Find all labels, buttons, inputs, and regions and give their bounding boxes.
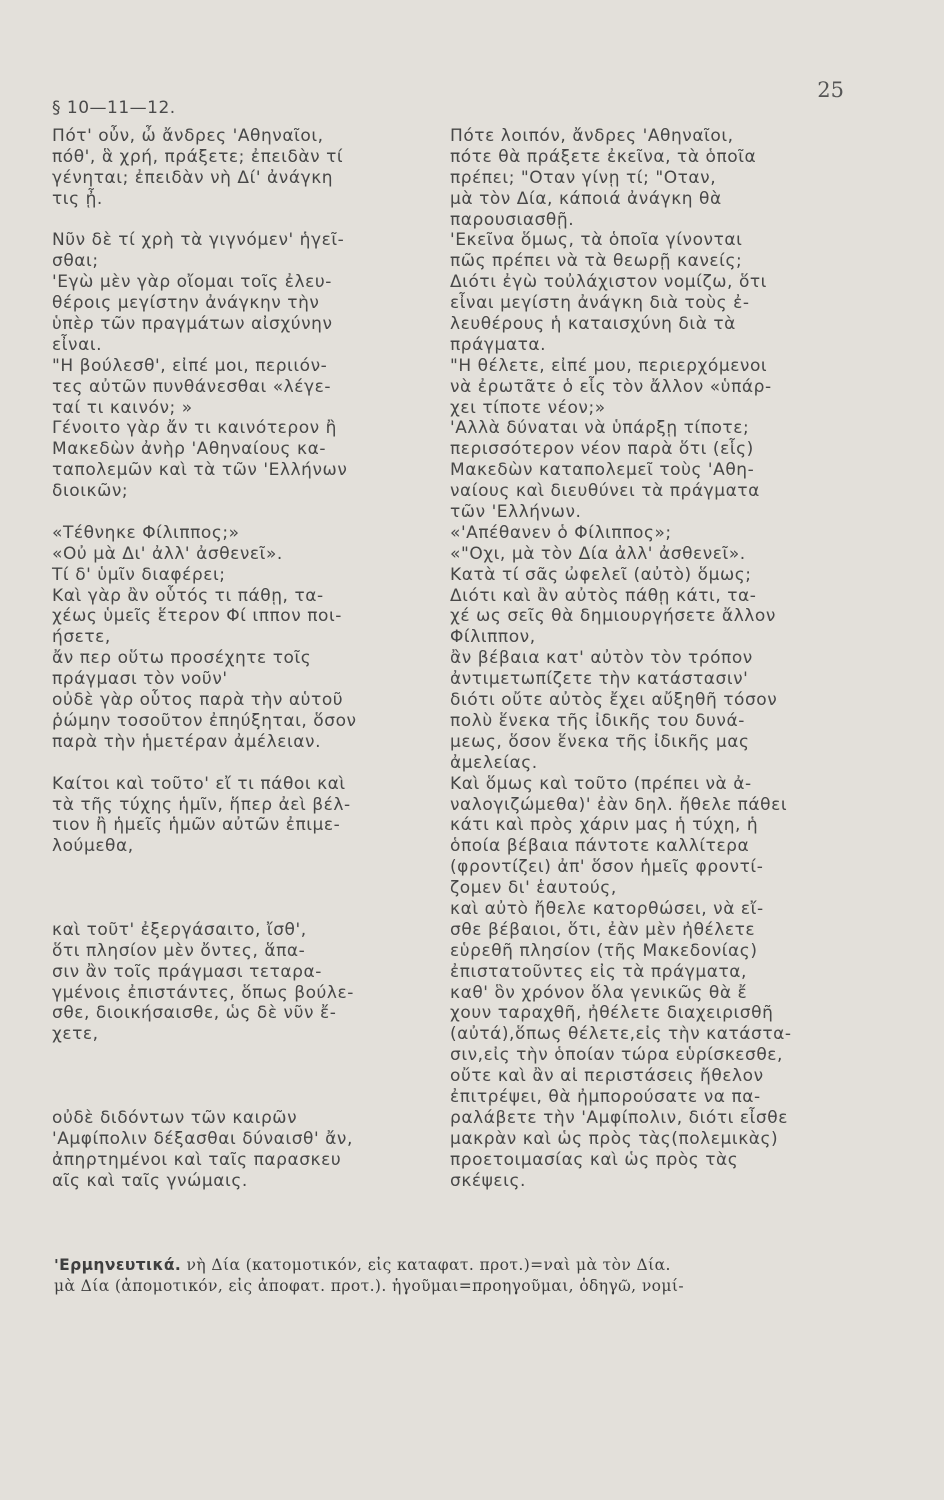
text-line: Νῦν δὲ τί χρὴ τὰ γιγνόμεν' ἡγεῖ- — [52, 230, 345, 251]
text-line: διοικῶν; — [52, 481, 129, 502]
text-line: λευθέρους ἡ καταισχύνη διὰ τὰ — [450, 314, 736, 335]
text-line: διότι οὔτε αὐτὸς ἔχει αὔξηθῆ τόσον — [450, 690, 778, 711]
text-line: νὰ ἐρωτᾶτε ὁ εἷς τὸν ἄλλον «ὑπάρ- — [450, 376, 772, 397]
text-line: 'Αλλὰ δύναται νὰ ὑπάρξῃ τίποτε; — [450, 418, 750, 439]
paragraph-5 — [52, 920, 447, 1045]
text-line: Μακεδὼν καταπολεμεῖ τοὺς 'Αθη- — [450, 460, 755, 481]
text-line: εἶναι μεγίστη ἀνάγκη διὰ τοὺς ἐ- — [450, 293, 750, 314]
text-line: ἄν περ οὕτω προσέχητε τοῖς — [52, 648, 312, 669]
text-line: ὑπὲρ τῶν πραγμάτων αἰσχύνην — [52, 314, 333, 335]
text-line: ἐπιτρέψει, θὰ ἠμπορούσατε να πα- — [450, 1086, 761, 1107]
text-line: ἀπηρτημένοι καὶ ταῖς παρασκευ — [52, 1149, 342, 1170]
text-line: σιν ἂν τοῖς πράγμασι τεταρα- — [52, 961, 322, 982]
text-line: 'Αμφίπολιν δέξασθαι δύναισθ' ἄν, — [52, 1128, 353, 1149]
notes-text-1: νὴ Δία (κατομοτικόν, εἰς καταφατ. προτ.)=ναὶ μὰ τὸν Δία. — [186, 1256, 671, 1274]
text-line: ταί τι καινόν; » — [52, 397, 193, 418]
paragraph-4 — [52, 774, 447, 858]
text-line: καὶ αὐτὸ ἤθελε κατορθώσει, νὰ εἴ- — [450, 898, 764, 919]
text-line: σθε, διοικήσαισθε, ὡς δὲ νῦν ἔ- — [52, 1003, 337, 1024]
text-line: «"Οχι, μὰ τὸν Δία ἀλλ' ἀσθενεῖ». — [450, 543, 746, 564]
text-line: Καίτοι καὶ τοῦτο' εἴ τι πάθοι καὶ — [52, 773, 346, 794]
text-line: τιον ἢ ἡμεῖς ἡμῶν αὐτῶν ἐπιμε- — [52, 815, 341, 836]
text-line: οὐδὲ διδόντων τῶν καιρῶν — [52, 1107, 298, 1128]
text-line: ὅτι πλησίον μὲν ὄντες, ἅπα- — [52, 940, 306, 961]
text-line: ἀμελείας. — [450, 752, 538, 773]
text-line: ὁποία βέβαια πάντοτε καλλίτερα — [450, 836, 750, 857]
text-line: Πότ' οὖν, ὦ ἄνδρες 'Αθηναῖοι, — [52, 126, 324, 146]
text-line: σθαι; — [52, 251, 99, 272]
text-line: εὑρεθῆ πλησίον (τῆς Μακεδονίας) — [450, 940, 758, 961]
text-line: εἶναι. — [52, 334, 103, 355]
text-line: ναίους καὶ διευθύνει τὰ πράγματα — [450, 481, 760, 502]
paragraph-2 — [52, 230, 447, 502]
text-line: (φροντίζει) ἀπ' ὅσον ἡμεῖς φροντί- — [450, 857, 764, 878]
text-line: σιν,εἰς τὴν ὁποίαν τώρα εὑρίσκεσθε, — [450, 1045, 783, 1066]
text-line: πόθ', ἃ χρή, πράξετε; ἐπειδὰν τί — [52, 146, 344, 167]
text-line: πῶς πρέπει νὰ τὰ θεωρῇ κανείς; — [450, 251, 743, 272]
text-line: ταπολεμῶν καὶ τὰ τῶν 'Ελλήνων — [52, 460, 348, 481]
text-line: θέροις μεγίστην ἀνάγκην τὴν — [52, 293, 320, 314]
text-line: ναλογιζώμεθα)' ἐὰν δηλ. ἤθελε πάθει — [450, 794, 788, 815]
text-line: (αὐτά),ὅπως θέλετε,εἰς τὴν κατάστα- — [450, 1024, 792, 1045]
text-line: χέ ως σεῖς θὰ δημιουργήσετε ἄλλον — [450, 606, 776, 627]
text-line: προετοιμασίας καὶ ὡς πρὸς τὰς — [450, 1149, 739, 1170]
translation-column — [450, 126, 860, 1191]
text-line: γμένοις ἐπιστάντες, ὅπως βούλε- — [52, 982, 354, 1003]
notes-heading: 'Ερμηνευτικά. — [54, 1256, 182, 1274]
text-line: λούμεθα, — [52, 836, 134, 857]
text-line: χουν ταραχθῆ, ἠθέλετε διαχειρισθῆ — [450, 1003, 774, 1024]
text-line: τῶν 'Ελλήνων. — [450, 502, 582, 523]
text-line: καὶ τοῦτ' ἐξεργάσαιτο, ἴσθ', — [52, 919, 307, 940]
text-line: Πότε λοιπόν, ἄνδρες 'Αθηναῖοι, — [450, 126, 734, 146]
text-line: γένηται; ἐπειδὰν νὴ Δί' ἀνάγκη — [52, 167, 334, 188]
text-line: παρὰ τὴν ἡμετέραν ἀμέλειαν. — [52, 731, 322, 752]
text-line: οὐδὲ γὰρ οὗτος παρὰ τὴν αὑτοῦ — [52, 690, 344, 711]
text-line: πράγματα. — [450, 334, 547, 355]
text-line: τις ᾖ. — [52, 188, 103, 209]
text-line: Διότι ἐγὼ τοὐλάχιστον νομίζω, ὅτι — [450, 272, 767, 293]
text-line: 'Εγὼ μὲν γὰρ οἴομαι τοῖς ἐλευ- — [52, 272, 332, 293]
text-line: ἐπιστατοῦντες εἰς τὰ πράγματα, — [450, 961, 747, 982]
text-line: σθε βέβαιοι, ὅτι, ἐὰν μὲν ἠθέλετε — [450, 919, 756, 940]
text-line: Καὶ γὰρ ἂν οὗτός τι πάθῃ, τα- — [52, 585, 324, 606]
text-line: ῥώμην τοσοῦτον ἐπηύξηται, ὅσον — [52, 710, 357, 731]
notes-text-2: μὰ Δία (ἀπομοτικόν, εἰς ἀποφατ. προτ.). ἡγοῦμαι=προηγοῦμαι, ὁδηγῶ, νομί- — [54, 1277, 684, 1295]
text-line: πολὺ ἕνεκα τῆς ἰδικῆς του δυνά- — [450, 710, 745, 731]
text-line: Τί δ' ὑμῖν διαφέρει; — [52, 564, 226, 585]
text-line: «Οὐ μὰ Δι' ἀλλ' ἀσθενεῖ». — [52, 543, 283, 564]
text-line: 'Εκεῖνα ὅμως, τὰ ὁποῖα γίνονται — [450, 230, 743, 251]
text-line: «Τέθνηκε Φίλιππος;» — [52, 522, 240, 543]
text-line: μεως, ὅσον ἕνεκα τῆς ἰδικῆς μας — [450, 731, 750, 752]
paragraph-1 — [52, 126, 447, 210]
text-line: «'Απέθανεν ὁ Φίλιππος»; — [450, 522, 672, 543]
text-line: πότε θὰ πράξετε ἐκεῖνα, τὰ ὁποῖα — [450, 146, 757, 167]
text-line: τες αὐτῶν πυνθάνεσθαι «λέγε- — [52, 376, 332, 397]
text-line: χέως ὑμεῖς ἕτερον Φί ιππον ποι- — [52, 606, 342, 627]
text-line: Γένοιτο γὰρ ἄν τι καινότερον ἢ — [52, 418, 337, 439]
text-line: οὔτε καὶ ἂν αἱ περιστάσεις ἤθελον — [450, 1066, 764, 1087]
paragraph-3 — [52, 523, 447, 753]
text-line: "Η βούλεσθ', εἰπέ μοι, περιιόν- — [52, 355, 328, 376]
text-line: Καὶ ὅμως καὶ τοῦτο (πρέπει νὰ ἀ- — [450, 773, 752, 794]
text-line: Φίλιππον, — [450, 627, 536, 648]
text-line: ζομεν δι' ἑαυτούς, — [450, 878, 617, 899]
text-line: τὰ τῆς τύχης ἡμῖν, ἥπερ ἀεὶ βέλ- — [52, 794, 351, 815]
text-line: ήσετε, — [52, 627, 111, 648]
text-line: πράγμασι τὸν νοῦν' — [52, 669, 228, 690]
ancient-text-column — [52, 126, 447, 1191]
text-line: "Η θέλετε, εἰπέ μου, περιερχόμενοι — [450, 355, 768, 376]
text-line: μακρὰν καὶ ὡς πρὸς τὰς(πολεμικὰς) — [450, 1128, 779, 1149]
text-line: περισσότερον νέον παρὰ ὅτι (εἷς) — [450, 439, 754, 460]
text-line: σκέψεις. — [450, 1170, 526, 1191]
text-line: μὰ τὸν Δία, κάποιά ἀνάγκη θὰ — [450, 188, 722, 209]
section-marker: § 10—11—12. — [52, 98, 176, 118]
text-line: κάτι καὶ πρὸς χάριν μας ἡ τύχη, ἡ — [450, 815, 759, 836]
notes-line-1 — [54, 1255, 854, 1276]
text-line: Διότι καὶ ἂν αὐτὸς πάθῃ κάτι, τα- — [450, 585, 757, 606]
page-number: 25 — [817, 78, 844, 102]
paragraph-6 — [52, 1108, 447, 1192]
text-line: ἀντιμετωπίζετε τὴν κατάστασιν' — [450, 669, 749, 690]
text-line: χετε, — [52, 1024, 99, 1045]
text-line: ἂν βέβαια κατ' αὐτὸν τὸν τρόπον — [450, 648, 753, 669]
text-line: καθ' ὃν χρόνον ὅλα γενικῶς θὰ ἔ — [450, 982, 748, 1003]
text-line: παρουσιασθῇ. — [450, 209, 575, 230]
text-line: αῖς καὶ ταῖς γνώμαις. — [52, 1170, 248, 1191]
text-line: χει τίποτε νέον;» — [450, 397, 606, 418]
interpretive-notes — [54, 1255, 854, 1297]
text-line: Μακεδὼν ἀνὴρ 'Αθηναίους κα- — [52, 439, 327, 460]
text-line: πρέπει; "Οταν γίνῃ τί; "Οταν, — [450, 167, 717, 188]
text-line: Κατὰ τί σᾶς ὠφελεῖ (αὐτὸ) ὅμως; — [450, 564, 752, 585]
text-line: ραλάβετε τὴν 'Αμφίπολιν, διότι εἶσθε — [450, 1107, 788, 1128]
